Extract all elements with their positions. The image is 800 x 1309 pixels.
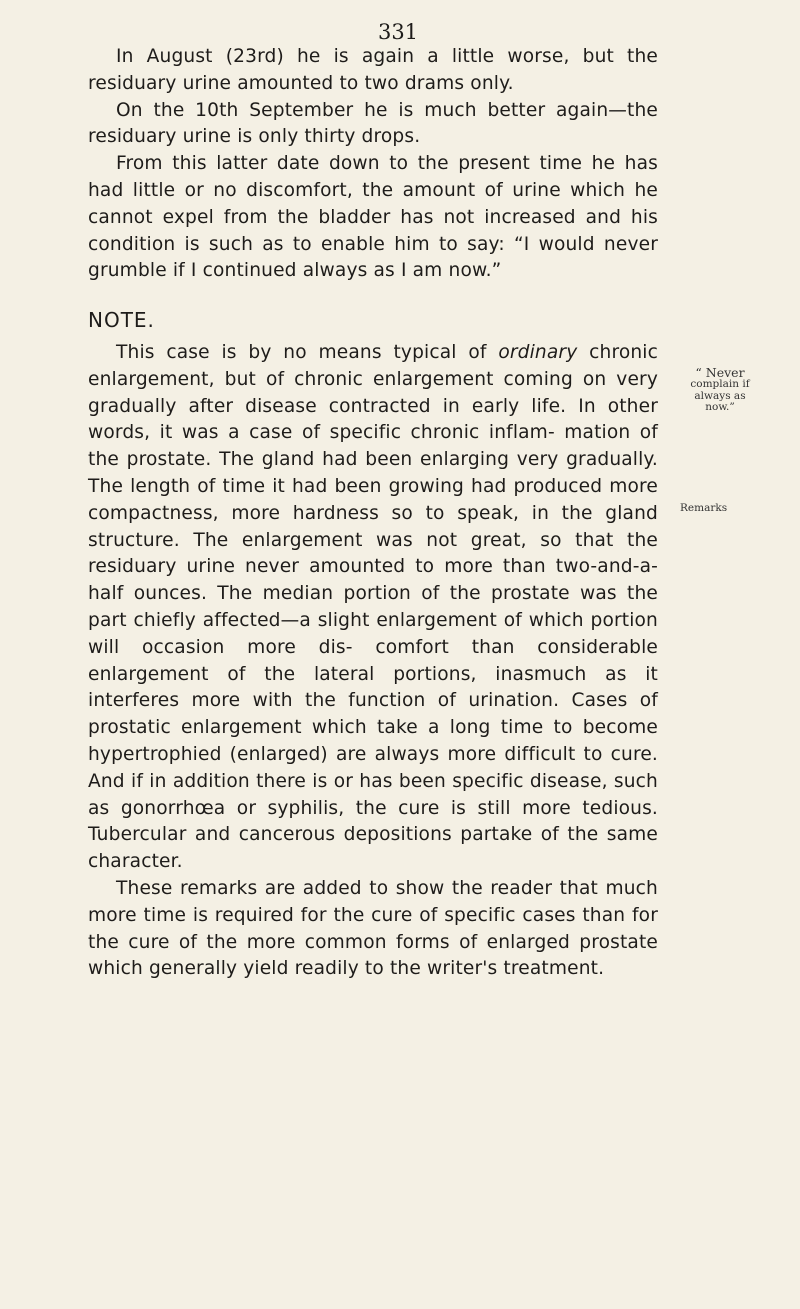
margin-note-line: complain if: [690, 378, 750, 390]
note-text-rest: chronic enlargement, but of chronic enlargement coming on very gradually after disease contracted in early life. In other words, it was a case of specific chronic inflam- mation of the prostate. The gland had been enlarging very gradually. The length of time it had been growing had produced more compactness, more hardness so to speak, in the gland structure. The enlargement was not great, so that the residuary urine never amounted to more than two-and-a-half ounces. The median portion of the prostate was the part chiefly affected—a slight enlargement of which portion will occasion more dis- comfort than considerable enlargement of the lateral portions, inasmuch as it interferes more with the function of urination. Cases of prostatic enlargement which take a long time to become hypertrophied (enlarged) are always more difficult to cure. And if in addition there is or has been specific disease, such as gonorrhœa or syphilis, the cure is still more tedious. Tubercular and cancerous depositions partake of the same character.: [88, 341, 658, 873]
paragraph-september: On the 10th September he is much better again—the residuary urine is only thirty drops.: [88, 99, 658, 148]
margin-note-line: now.”: [705, 401, 735, 413]
margin-note-remarks: Remarks: [680, 502, 728, 514]
paragraph-note: [88, 340, 658, 876]
paragraph-present-time: From this latter date down to the present time he has had little or no discomfort, the amount of urine which he cannot expel from the bladder has not increased and his condition is such as to enable him to say: “I would never grumble if I continued always as I am now.”: [88, 153, 658, 282]
margin-note-line: “ Never: [695, 365, 745, 380]
main-text: [88, 44, 658, 983]
note-heading: NOTE.: [88, 308, 155, 333]
margin-note-never-complain: [680, 366, 760, 414]
margin-note-line: always as: [694, 389, 746, 402]
paragraph-remarks: These remarks are added to show the reader that much more time is required for the cure of specific cases than for the cure of the more common forms of enlarged prostate which generally yield readily to the writer's treatment.: [88, 877, 658, 980]
paragraph-august: In August (23rd) he is again a little worse, but the residuary urine amounted to two drams only.: [88, 46, 658, 94]
page-number: 331: [377, 20, 419, 44]
note-text-emphasis: ordinary: [498, 341, 578, 363]
note-text-start: This case is by no means typical of: [116, 341, 499, 363]
